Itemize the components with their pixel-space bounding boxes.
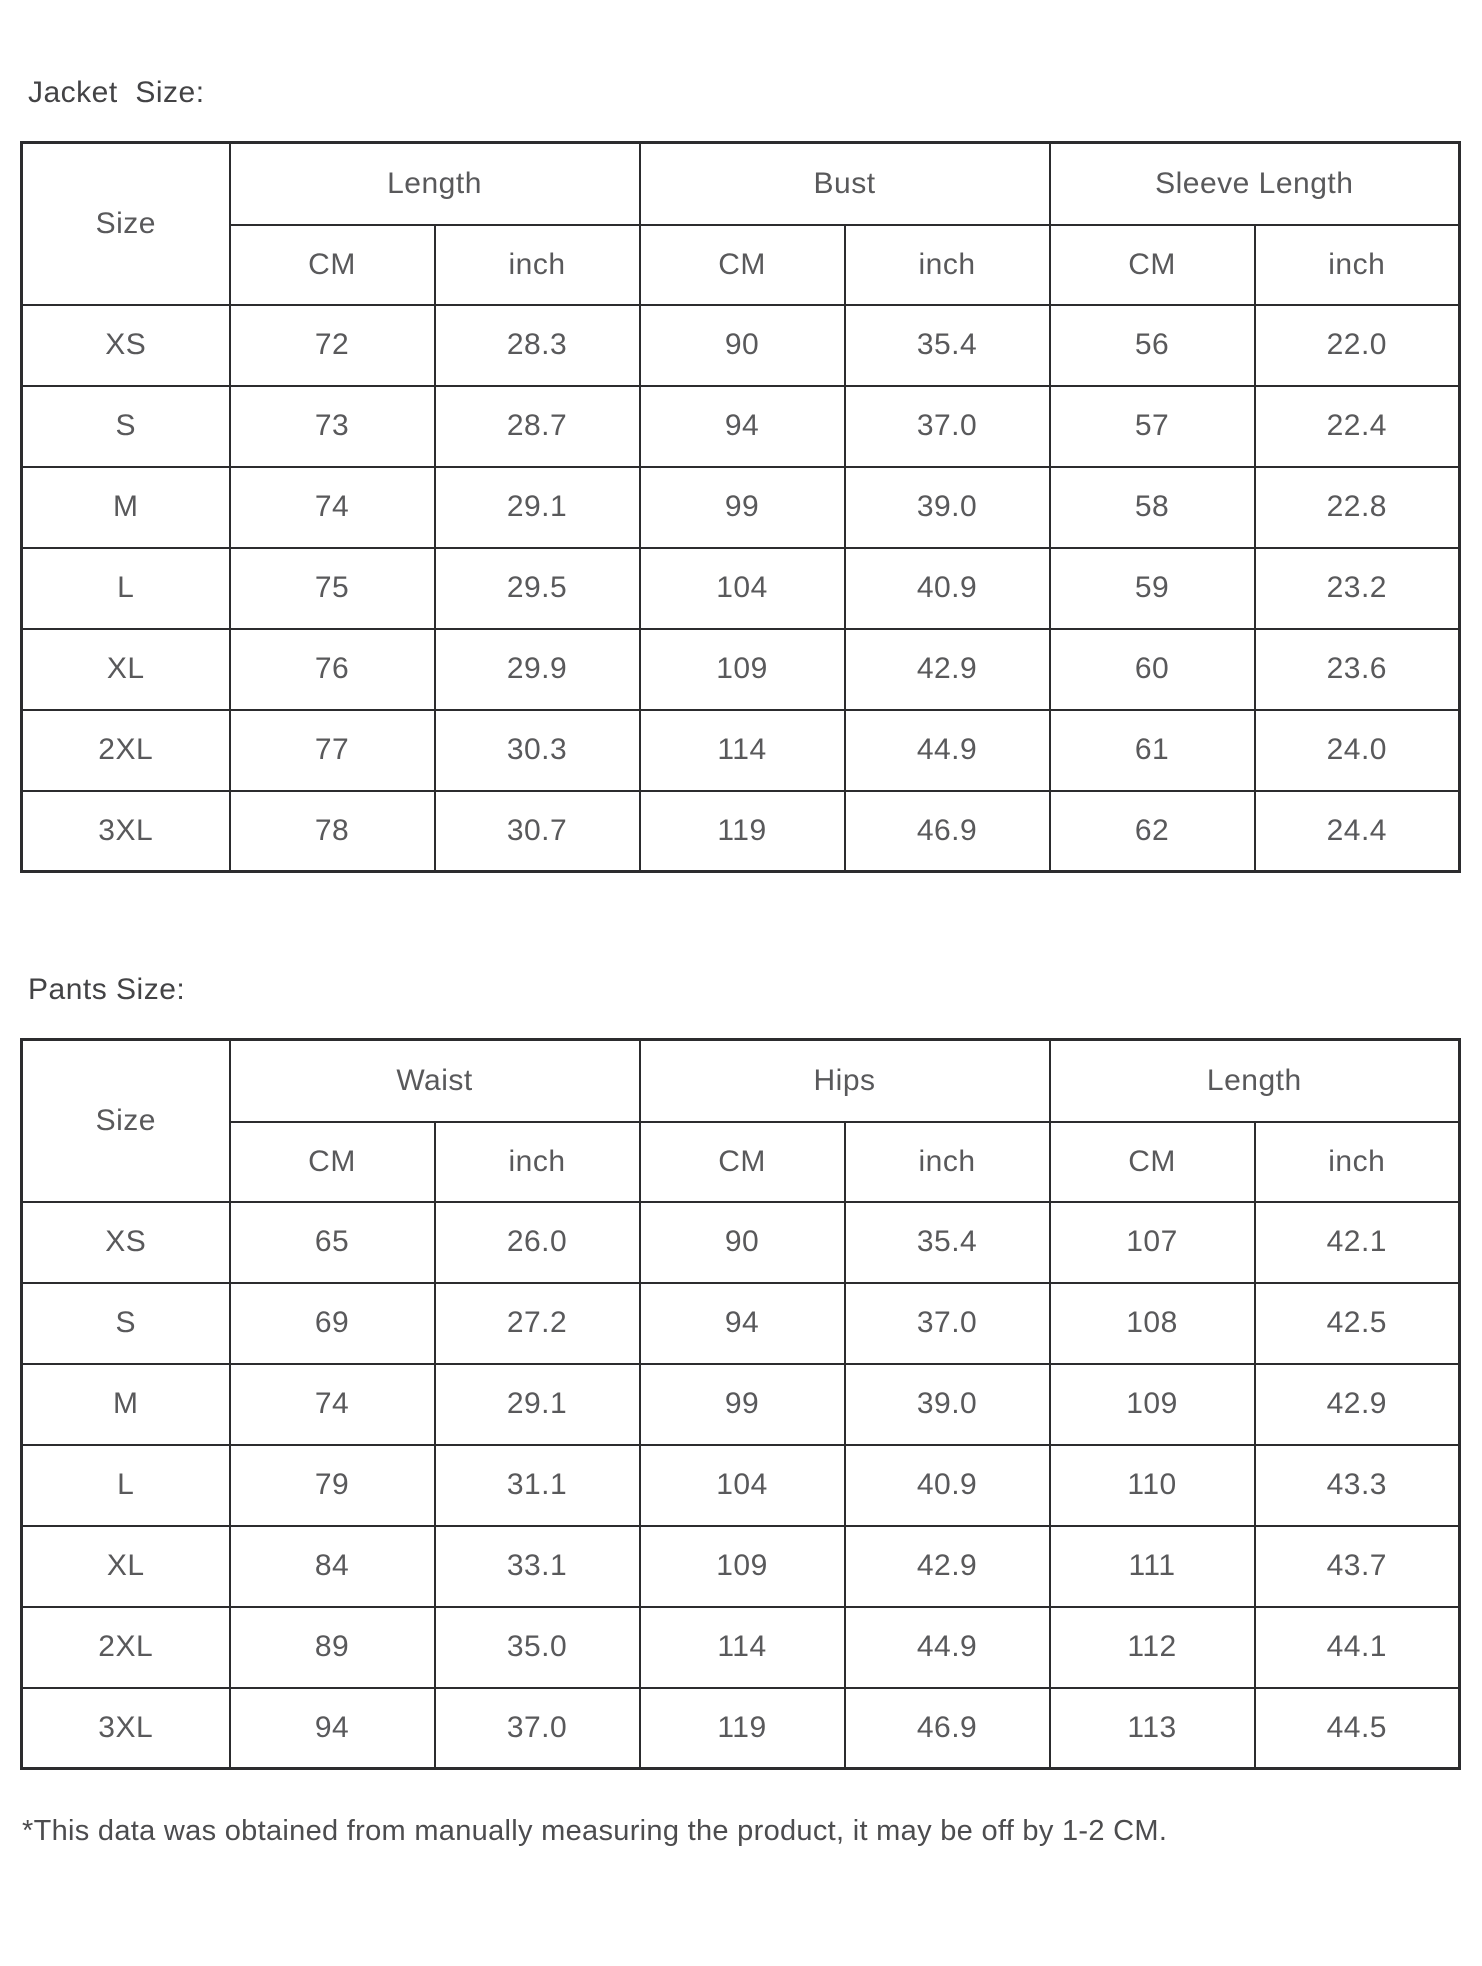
size-label-cell: S [22, 386, 230, 467]
measurement-value-cell: 58 [1050, 467, 1255, 548]
measurement-value-cell: 24.0 [1255, 710, 1460, 791]
measurement-value-cell: 39.0 [845, 467, 1050, 548]
measurement-value-cell: 94 [640, 1283, 845, 1364]
measurement-value-cell: 109 [1050, 1364, 1255, 1445]
measurement-value-cell: 28.7 [435, 386, 640, 467]
table-row [22, 1445, 1460, 1526]
pants-unit-header-row [22, 1122, 1460, 1202]
unit-header-cm: CM [640, 1122, 845, 1202]
table-row [22, 386, 1460, 467]
unit-header-cm: CM [640, 225, 845, 305]
jacket-group-header-length: Length [230, 143, 640, 225]
measurement-value-cell: 119 [640, 791, 845, 872]
measurement-value-cell: 72 [230, 305, 435, 386]
unit-header-inch: inch [845, 225, 1050, 305]
size-label-cell: 2XL [22, 1607, 230, 1688]
unit-header-inch: inch [1255, 1122, 1460, 1202]
measurement-value-cell: 94 [230, 1688, 435, 1769]
measurement-value-cell: 69 [230, 1283, 435, 1364]
measurement-value-cell: 113 [1050, 1688, 1255, 1769]
measurement-value-cell: 30.7 [435, 791, 640, 872]
measurement-value-cell: 94 [640, 386, 845, 467]
measurement-value-cell: 28.3 [435, 305, 640, 386]
pants-group-header-length: Length [1050, 1040, 1460, 1122]
measurement-value-cell: 23.6 [1255, 629, 1460, 710]
measurement-value-cell: 59 [1050, 548, 1255, 629]
size-label-cell: M [22, 467, 230, 548]
measurement-value-cell: 29.1 [435, 1364, 640, 1445]
measurement-value-cell: 24.4 [1255, 791, 1460, 872]
measurement-value-cell: 110 [1050, 1445, 1255, 1526]
pants-group-header-waist: Waist [230, 1040, 640, 1122]
measurement-value-cell: 22.4 [1255, 386, 1460, 467]
jacket-group-header-bust: Bust [640, 143, 1050, 225]
unit-header-cm: CM [230, 1122, 435, 1202]
measurement-value-cell: 46.9 [845, 1688, 1050, 1769]
measurement-footnote: *This data was obtained from manually measuring the product, it may be off by 1-2 CM. [22, 1815, 1168, 1847]
measurement-value-cell: 35.4 [845, 1202, 1050, 1283]
jacket-group-header-sleeve-length: Sleeve Length [1050, 143, 1460, 225]
jacket-section-title: Jacket Size: [28, 76, 205, 109]
measurement-value-cell: 44.5 [1255, 1688, 1460, 1769]
measurement-value-cell: 107 [1050, 1202, 1255, 1283]
measurement-value-cell: 44.9 [845, 1607, 1050, 1688]
size-label-cell: M [22, 1364, 230, 1445]
measurement-value-cell: 61 [1050, 710, 1255, 791]
size-label-cell: L [22, 1445, 230, 1526]
measurement-value-cell: 111 [1050, 1526, 1255, 1607]
measurement-value-cell: 33.1 [435, 1526, 640, 1607]
measurement-value-cell: 37.0 [845, 1283, 1050, 1364]
measurement-value-cell: 112 [1050, 1607, 1255, 1688]
measurement-value-cell: 108 [1050, 1283, 1255, 1364]
size-label-cell: XL [22, 1526, 230, 1607]
measurement-value-cell: 74 [230, 1364, 435, 1445]
jacket-size-table [20, 141, 1461, 873]
measurement-value-cell: 42.9 [845, 1526, 1050, 1607]
measurement-value-cell: 90 [640, 305, 845, 386]
pants-section-title: Pants Size: [28, 973, 186, 1006]
table-row [22, 1283, 1460, 1364]
measurement-value-cell: 114 [640, 710, 845, 791]
size-label-cell: XL [22, 629, 230, 710]
unit-header-inch: inch [845, 1122, 1050, 1202]
measurement-value-cell: 29.5 [435, 548, 640, 629]
unit-header-cm: CM [1050, 225, 1255, 305]
size-label-cell: 3XL [22, 791, 230, 872]
measurement-value-cell: 90 [640, 1202, 845, 1283]
measurement-value-cell: 40.9 [845, 1445, 1050, 1526]
measurement-value-cell: 26.0 [435, 1202, 640, 1283]
jacket-group-header-row [22, 143, 1460, 225]
size-label-cell: 2XL [22, 710, 230, 791]
measurement-value-cell: 42.5 [1255, 1283, 1460, 1364]
measurement-value-cell: 35.0 [435, 1607, 640, 1688]
measurement-value-cell: 39.0 [845, 1364, 1050, 1445]
measurement-value-cell: 114 [640, 1607, 845, 1688]
measurement-value-cell: 104 [640, 548, 845, 629]
measurement-value-cell: 27.2 [435, 1283, 640, 1364]
unit-header-cm: CM [230, 225, 435, 305]
table-row [22, 305, 1460, 386]
measurement-value-cell: 46.9 [845, 791, 1050, 872]
measurement-value-cell: 65 [230, 1202, 435, 1283]
measurement-value-cell: 99 [640, 1364, 845, 1445]
pants-table-body [22, 1202, 1460, 1769]
measurement-value-cell: 99 [640, 467, 845, 548]
measurement-value-cell: 44.1 [1255, 1607, 1460, 1688]
measurement-value-cell: 56 [1050, 305, 1255, 386]
table-row [22, 1202, 1460, 1283]
table-row [22, 791, 1460, 872]
measurement-value-cell: 40.9 [845, 548, 1050, 629]
measurement-value-cell: 42.1 [1255, 1202, 1460, 1283]
jacket-size-corner-header: Size [22, 143, 230, 305]
jacket-table-body [22, 305, 1460, 872]
table-row [22, 1688, 1460, 1769]
measurement-value-cell: 29.1 [435, 467, 640, 548]
measurement-value-cell: 35.4 [845, 305, 1050, 386]
measurement-value-cell: 75 [230, 548, 435, 629]
measurement-value-cell: 42.9 [1255, 1364, 1460, 1445]
measurement-value-cell: 43.3 [1255, 1445, 1460, 1526]
measurement-value-cell: 79 [230, 1445, 435, 1526]
size-label-cell: L [22, 548, 230, 629]
measurement-value-cell: 22.8 [1255, 467, 1460, 548]
size-label-cell: XS [22, 1202, 230, 1283]
measurement-value-cell: 109 [640, 1526, 845, 1607]
table-row [22, 710, 1460, 791]
measurement-value-cell: 57 [1050, 386, 1255, 467]
table-row [22, 629, 1460, 710]
unit-header-inch: inch [435, 1122, 640, 1202]
measurement-value-cell: 22.0 [1255, 305, 1460, 386]
measurement-value-cell: 77 [230, 710, 435, 791]
measurement-value-cell: 31.1 [435, 1445, 640, 1526]
measurement-value-cell: 60 [1050, 629, 1255, 710]
measurement-value-cell: 30.3 [435, 710, 640, 791]
table-row [22, 548, 1460, 629]
measurement-value-cell: 37.0 [435, 1688, 640, 1769]
unit-header-inch: inch [1255, 225, 1460, 305]
measurement-value-cell: 44.9 [845, 710, 1050, 791]
measurement-value-cell: 78 [230, 791, 435, 872]
pants-group-header-row [22, 1040, 1460, 1122]
pants-size-table [20, 1038, 1461, 1770]
measurement-value-cell: 76 [230, 629, 435, 710]
size-label-cell: 3XL [22, 1688, 230, 1769]
measurement-value-cell: 42.9 [845, 629, 1050, 710]
measurement-value-cell: 84 [230, 1526, 435, 1607]
measurement-value-cell: 109 [640, 629, 845, 710]
measurement-value-cell: 62 [1050, 791, 1255, 872]
table-row [22, 1526, 1460, 1607]
measurement-value-cell: 74 [230, 467, 435, 548]
measurement-value-cell: 89 [230, 1607, 435, 1688]
measurement-value-cell: 73 [230, 386, 435, 467]
measurement-value-cell: 104 [640, 1445, 845, 1526]
pants-size-corner-header: Size [22, 1040, 230, 1202]
measurement-value-cell: 37.0 [845, 386, 1050, 467]
unit-header-inch: inch [435, 225, 640, 305]
measurement-value-cell: 23.2 [1255, 548, 1460, 629]
table-row [22, 467, 1460, 548]
size-label-cell: S [22, 1283, 230, 1364]
measurement-value-cell: 43.7 [1255, 1526, 1460, 1607]
pants-group-header-hips: Hips [640, 1040, 1050, 1122]
measurement-value-cell: 29.9 [435, 629, 640, 710]
jacket-unit-header-row [22, 225, 1460, 305]
unit-header-cm: CM [1050, 1122, 1255, 1202]
table-row [22, 1364, 1460, 1445]
measurement-value-cell: 119 [640, 1688, 845, 1769]
table-row [22, 1607, 1460, 1688]
size-label-cell: XS [22, 305, 230, 386]
